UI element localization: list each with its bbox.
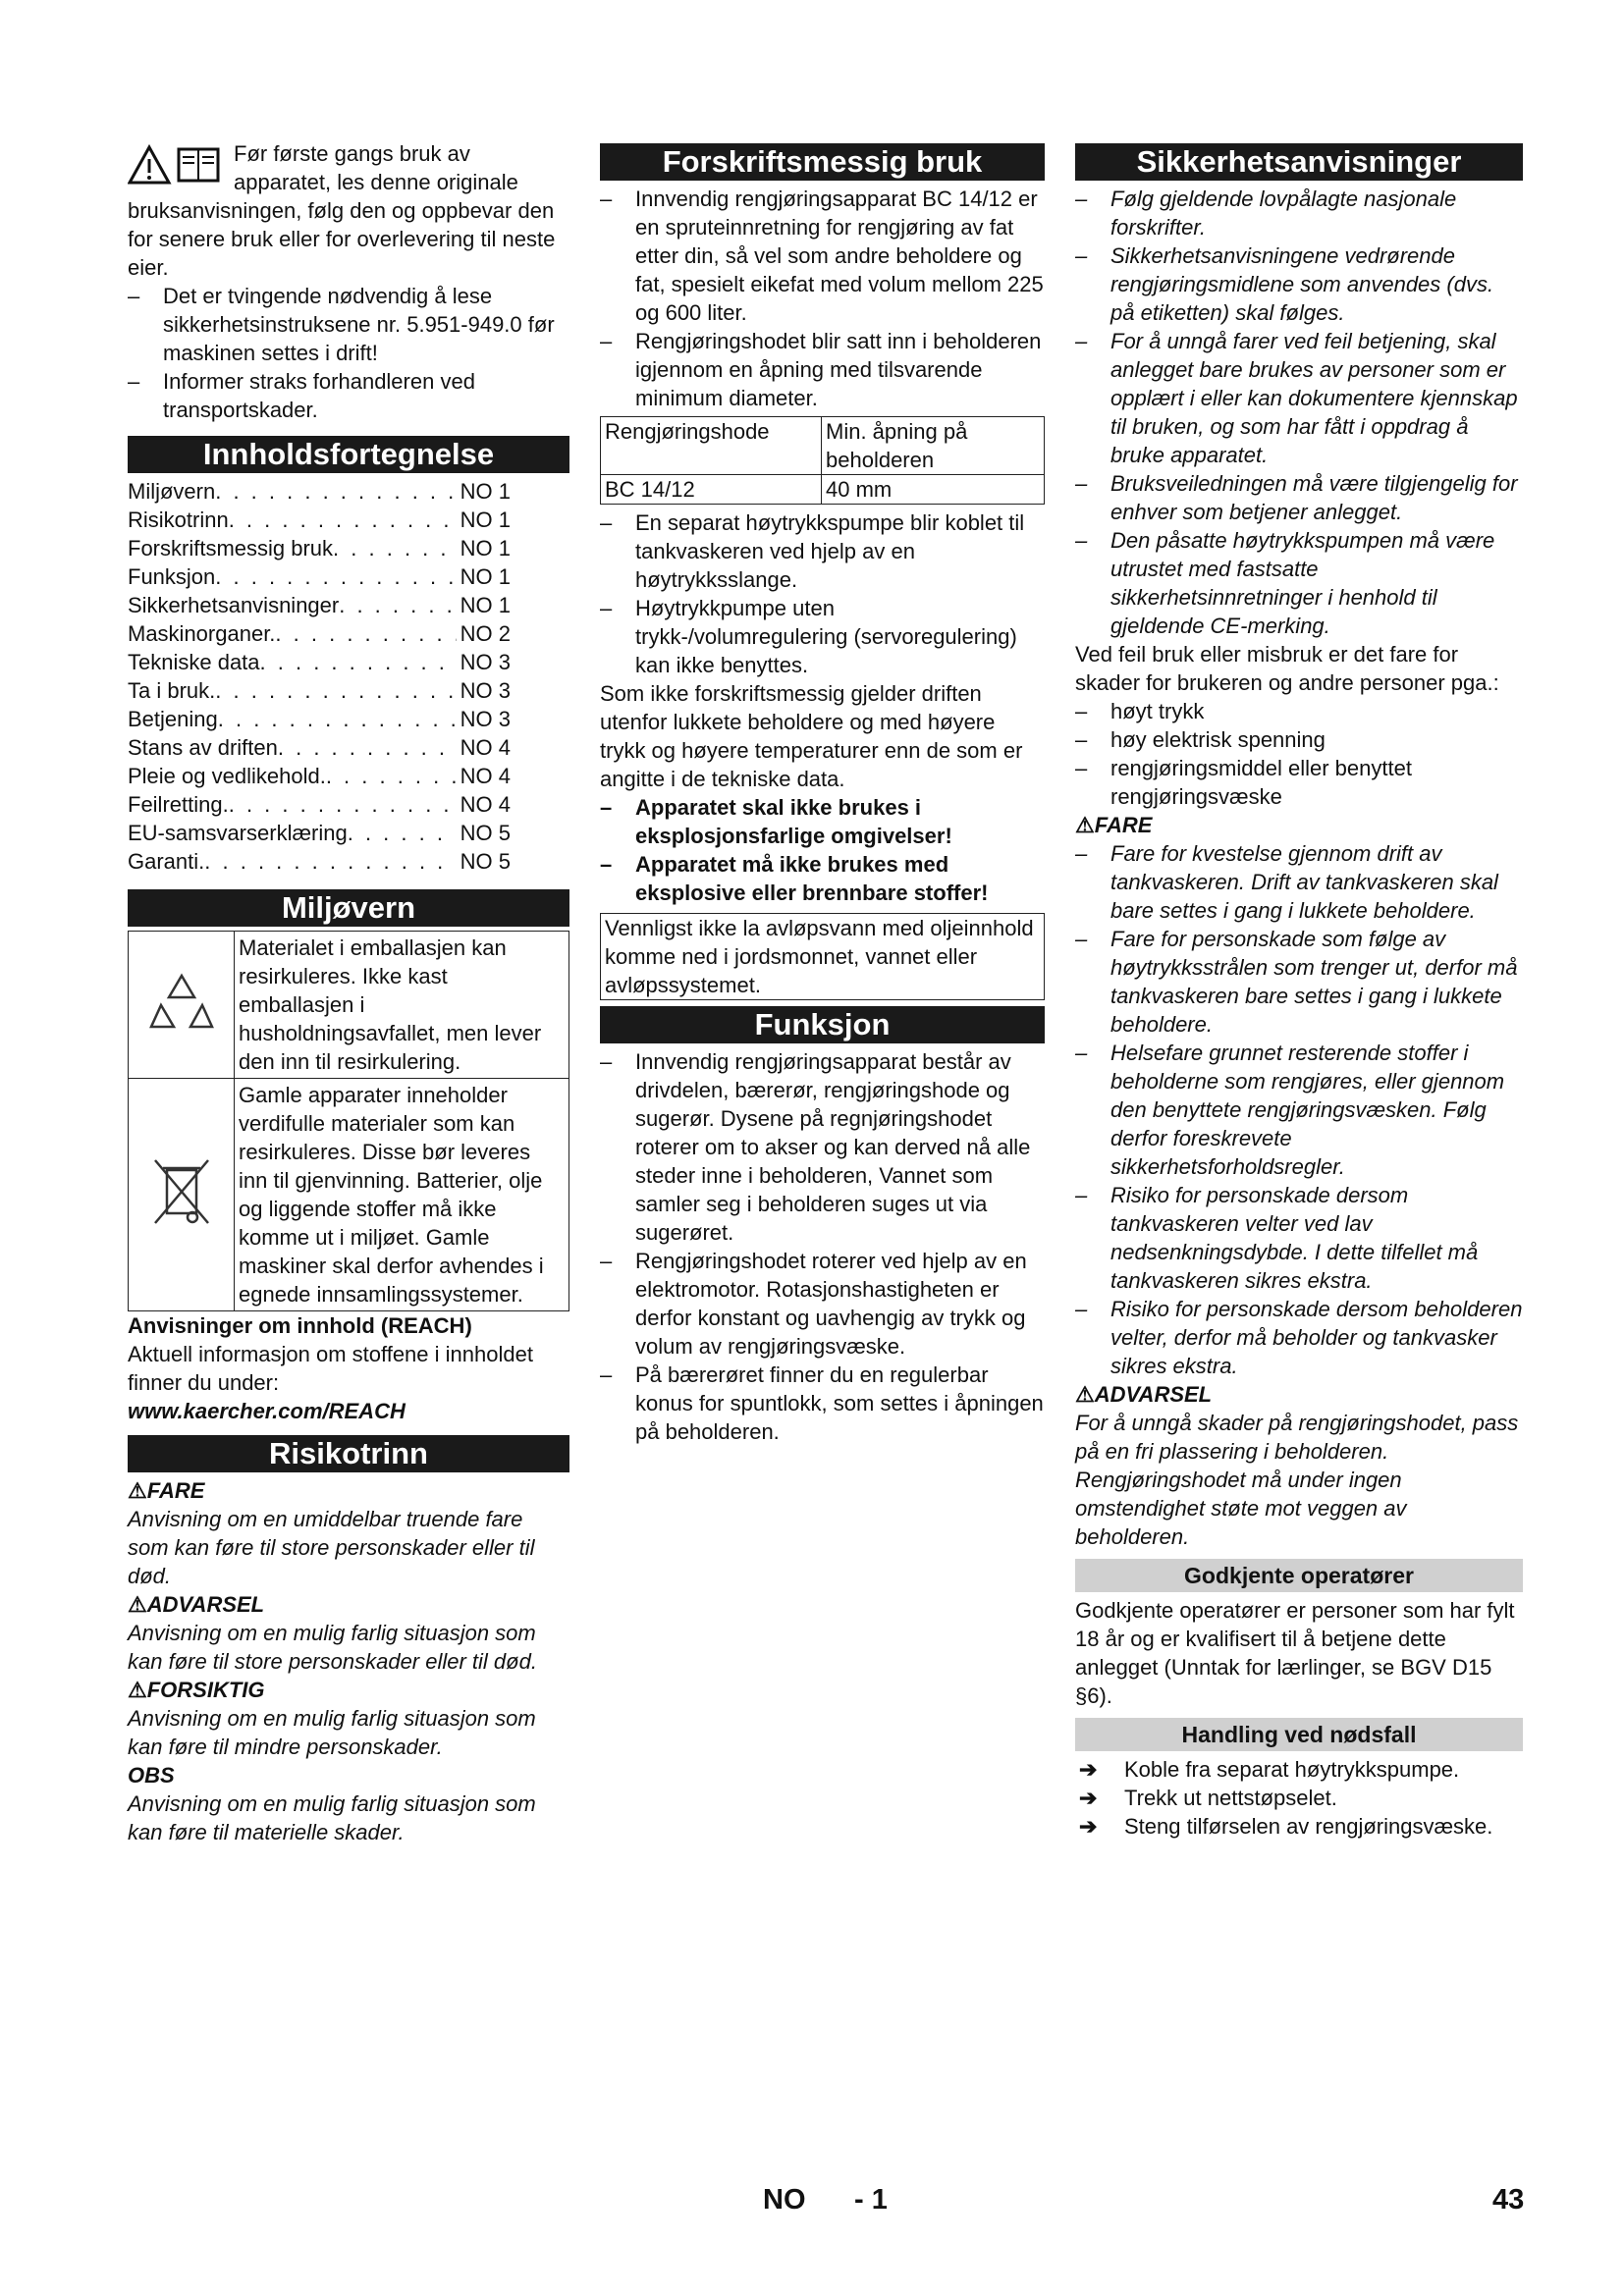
env-old-appliance-text: Gamle apparater inneholder verdifulle materialer som kan resirkuleres. Disse bør leveres inn til gjenvinning. Batterier, olje og liggende stoffer må ikke komme ut i miljøet. Gamle maskiner skal derfor avhendes i egnede innsamlingssystemer. (235, 1079, 569, 1311)
safety-misuse-item: – rengjøringsmiddel eller benyttet rengjøringsvæske (1075, 754, 1523, 811)
toc-entry[interactable]: Pleie og vedlikehold. . . . NO 4 (128, 762, 511, 790)
safety-fare-item: – Risiko for personskade dersom tankvaskeren velter ved lav nedsenkningsdybde. I dette tilfellet må tankvaskeren sikres ekstra. (1075, 1181, 1523, 1295)
risk-forsiktig-label: ⚠FORSIKTIG (128, 1678, 265, 1702)
usage-table-header: Min. åpning på beholderen (822, 417, 1045, 475)
risk-advarsel-label: ⚠ADVARSEL (128, 1592, 265, 1617)
toc-entry[interactable]: Stans av driften . . . NO 4 (128, 733, 511, 762)
safety-fare-item: – Fare for kvestelse gjennom drift av tankvaskeren. Drift av tankvaskeren skal bare settes i gang i lukkete beholdere. (1075, 839, 1523, 925)
risk-fare-label: ⚠FARE (128, 1478, 205, 1503)
safety-item: – Den påsatte høytrykkspumpen må være utrustet med fastsatte sikkerhetsinnretninger i henhold til gjeldende CE-merking. (1075, 526, 1523, 640)
warning-icon: ⚠ (1075, 1382, 1095, 1407)
usage-item: – Rengjøringshodet blir satt inn i beholderen igjennom en åpning med tilsvarende minimum diameter. (600, 327, 1045, 412)
crossed-bin-icon (129, 1079, 235, 1311)
toc-entry[interactable]: Tekniske data . . . NO 3 (128, 648, 511, 676)
intro-block (128, 139, 569, 424)
safety-advarsel-label: ⚠ADVARSEL (1075, 1382, 1213, 1407)
toc-list (128, 477, 511, 876)
safety-item: – Følg gjeldende lovpålagte nasjonale forskrifter. (1075, 185, 1523, 241)
toc-entry[interactable]: Forskriftsmessig bruk . . . NO 1 (128, 534, 511, 562)
warning-icon: ⚠ (128, 1678, 147, 1702)
column-middle (600, 139, 1045, 1446)
function-title: Funksjon (600, 1006, 1045, 1043)
emergency-title: Handling ved nødsfall (1075, 1718, 1523, 1751)
emergency-step: ➔ Trekk ut nettstøpselet. (1075, 1784, 1523, 1812)
toc-entry[interactable]: Risikotrinn . . . NO 1 (128, 506, 511, 534)
reach-link[interactable]: www.kaercher.com/REACH (128, 1399, 406, 1423)
toc-entry[interactable]: Funksjon . . . NO 1 (128, 562, 511, 591)
warning-book-icon (128, 143, 224, 187)
safety-fare-label: ⚠FARE (1075, 813, 1153, 837)
toc-entry[interactable]: EU-samsvarserklæring . . . NO 5 (128, 819, 511, 847)
usage-table-header: Rengjøringshode (601, 417, 822, 475)
env-packaging-text: Materialet i emballasjen kan resirkuleres. Ikke kast emballasjen i husholdningsavfallet, men lever den inn til resirkulering. (235, 932, 569, 1079)
recycle-icon (129, 932, 235, 1079)
usage-warning: – Apparatet må ikke brukes med eksplosive eller brennbare stoffer! (600, 850, 1045, 907)
usage-table (600, 416, 1045, 505)
reach-text: Aktuell informasjon om stoffene i innholdet finner du under: (128, 1342, 533, 1395)
function-item: – Innvendig rengjøringsapparat består av drivdelen, bærerør, rengjøringshode og sugerør. Dysene på regnjøringshodet roterer om to akser og kan derved nå alle steder inne i beholderen, Vannet som samler seg i beholderen suges ut via sugerøret. (600, 1047, 1045, 1247)
toc-entry[interactable]: Miljøvern . . . NO 1 (128, 477, 511, 506)
usage-para: Som ikke forskriftsmessig gjelder driften utenfor lukkete beholdere og med høyere trykk og høyere temperaturer enn de som er angitte i de tekniske data. (600, 681, 1023, 791)
risk-advarsel-text: Anvisning om en mulig farlig situasjon som kan føre til store personskader eller til død. (128, 1621, 537, 1674)
column-right (1075, 139, 1523, 1841)
usage-warning: – Apparatet skal ikke brukes i eksplosjonsfarlige omgivelser! (600, 793, 1045, 850)
safety-item: – For å unngå farer ved feil betjening, skal anlegget bare brukes av personer som er opplært i eller kan dokumentere kjennskap til bruken, og som har fått i oppdrag å bruke apparatet. (1075, 327, 1523, 469)
usage-item: – Innvendig rengjøringsapparat BC 14/12 er en spruteinnretning for rengjøring av fat etter din, så vel som andre beholdere og fat, spesielt eikefat med volum mellom 225 og 600 liter. (600, 185, 1045, 327)
intro-item: – Informer straks forhandleren ved transportskader. (128, 367, 569, 424)
operators-title: Godkjente operatører (1075, 1559, 1523, 1592)
toc-entry[interactable]: Garanti. . . . NO 5 (128, 847, 511, 876)
safety-fare-item: – Fare for personskade som følge av høytrykksstrålen som trenger ut, derfor må tankvaskeren bare settes i gang i lukkete beholdere. (1075, 925, 1523, 1039)
toc-title: Innholdsfortegnelse (128, 436, 569, 473)
safety-misuse-item: – høyt trykk (1075, 697, 1523, 725)
emergency-step: ➔ Koble fra separat høytrykkspumpe. (1075, 1755, 1523, 1784)
column-left (128, 139, 569, 1846)
toc-entry[interactable]: Maskinorganer. . . . NO 2 (128, 619, 511, 648)
risk-forsiktig-text: Anvisning om en mulig farlig situasjon som kan føre til mindre personskader. (128, 1706, 536, 1759)
safety-fare-item: – Risiko for personskade dersom beholderen velter, derfor må beholder og tankvasker sikres ekstra. (1075, 1295, 1523, 1380)
usage-title: Forskriftsmessig bruk (600, 143, 1045, 181)
toc-entry[interactable]: Feilretting. . . . NO 4 (128, 790, 511, 819)
risk-obs-text: Anvisning om en mulig farlig situasjon som kan føre til materielle skader. (128, 1791, 536, 1844)
safety-misuse-text: Ved feil bruk eller misbruk er det fare for skader for brukeren og andre personer pga.: (1075, 642, 1499, 695)
usage-table-cell: BC 14/12 (601, 475, 822, 505)
usage-item: – Høytrykkpumpe uten trykk-/volumregulering (servoregulering) kan ikke benyttes. (600, 594, 1045, 679)
function-item: – På bærerøret finner du en regulerbar konus for spuntlokk, som settes i åpningen på beholderen. (600, 1361, 1045, 1446)
risk-fare-text: Anvisning om en umiddelbar truende fare som kan føre til store personskader eller til død. (128, 1507, 535, 1588)
safety-misuse-item: – høy elektrisk spenning (1075, 725, 1523, 754)
toc-entry[interactable]: Betjening . . . NO 3 (128, 705, 511, 733)
footer-page-number: 43 (1492, 2184, 1525, 2216)
usage-table-cell: 40 mm (822, 475, 1045, 505)
safety-advarsel-text: For å unngå skader på rengjøringshodet, pass på en fri plassering i beholderen. Rengjøringshodet må under ingen omstendighet støte mot veggen av beholderen. (1075, 1411, 1519, 1549)
usage-boxed-note: Vennligst ikke la avløpsvann med oljeinnhold komme ned i jordsmonnet, vannet eller avløpssystemet. (600, 913, 1045, 1000)
operators-text: Godkjente operatører er personer som har fylt 18 år og er kvalifisert til å betjene dette anlegget (Unntak for lærlinger, se BGV D15 §6). (1075, 1598, 1515, 1708)
warning-icon: ⚠ (128, 1478, 147, 1503)
warning-icon: ⚠ (1075, 813, 1095, 837)
footer-lang: NO (763, 2184, 806, 2216)
safety-fare-item: – Helsefare grunnet resterende stoffer i beholderne som rengjøres, eller gjennom den benyttete rengjøringsvæsken. Følg derfor foreskrevete sikkerhetsforholdsregler. (1075, 1039, 1523, 1181)
safety-item: – Bruksveiledningen må være tilgjengelig for enhver som betjener anlegget. (1075, 469, 1523, 526)
safety-title: Sikkerhetsanvisninger (1075, 143, 1523, 181)
usage-item: – En separat høytrykkspumpe blir koblet til tankvaskeren ved hjelp av en høytrykksslange. (600, 508, 1045, 594)
warning-manual-icons (128, 143, 224, 193)
emergency-step: ➔ Steng tilførselen av rengjøringsvæske. (1075, 1812, 1523, 1841)
env-table (128, 931, 569, 1311)
env-title: Miljøvern (128, 889, 569, 927)
toc-entry[interactable]: Sikkerhetsanvisninger . . . NO 1 (128, 591, 511, 619)
safety-item: – Sikkerhetsanvisningene vedrørende rengjøringsmidlene som anvendes (dvs. på etiketten) skal følges. (1075, 241, 1523, 327)
reach-title: Anvisninger om innhold (REACH) (128, 1313, 472, 1338)
toc-entry[interactable]: Ta i bruk. . . . NO 3 (128, 676, 511, 705)
warning-icon: ⚠ (128, 1592, 147, 1617)
intro-item: – Det er tvingende nødvendig å lese sikkerhetsinstruksene nr. 5.951-949.0 før maskinen settes i drift! (128, 282, 569, 367)
function-item: – Rengjøringshodet roterer ved hjelp av en elektromotor. Rotasjonshastigheten er derfor konstant og uavhengig av trykk og volum av rengjøringsvæske. (600, 1247, 1045, 1361)
intro-text: Før første gangs bruk av apparatet, les denne originale bruksanvisningen, følg den og oppbevar den for senere bruk eller for overlevering til neste eier. (128, 141, 556, 280)
risk-title: Risikotrinn (128, 1435, 569, 1472)
footer-page-sub: - 1 (854, 2184, 888, 2216)
risk-obs-label: OBS (128, 1763, 175, 1788)
